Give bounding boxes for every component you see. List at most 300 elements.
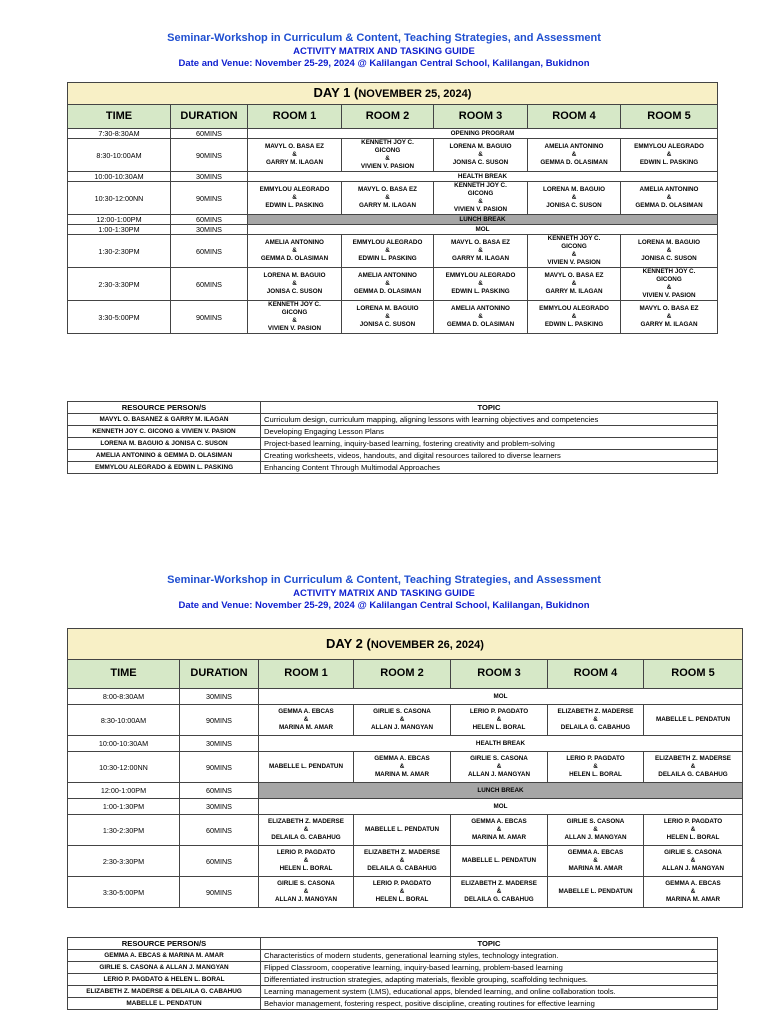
duration-cell: 90MINS	[180, 752, 259, 783]
speaker-line: LERIO P. PAGDATO	[469, 708, 529, 716]
resource-row	[68, 462, 718, 474]
speaker-line: ELIZABETH Z. MADERSE	[268, 818, 344, 826]
speaker-line: GICONG	[374, 147, 401, 155]
topic-cell: Developing Engaging Lesson Plans	[261, 426, 718, 438]
room-3-cell	[434, 268, 528, 301]
room-2-cell	[354, 752, 451, 783]
speaker-line: GIRLIE S. CASONA	[470, 755, 528, 763]
speaker-line: DELAILA G. CABAHUG	[367, 864, 437, 872]
speaker-line: JONISA C. SUSON	[452, 158, 509, 166]
speaker-line: &	[571, 251, 577, 258]
room-3-cell	[434, 301, 528, 334]
speaker-line: AMELIA ANTONINO	[358, 272, 417, 280]
room-5-cell	[621, 182, 718, 215]
room-4-cell	[548, 815, 644, 846]
schedule-row	[68, 799, 743, 815]
resource-person-cell: GIRLIE S. CASONA & ALLAN J. MANGYAN	[68, 962, 261, 974]
resource-row	[68, 438, 718, 450]
speaker-line: EMMYLOU ALEGRADO	[634, 143, 704, 151]
speaker-line: GARRY M. ILAGAN	[265, 158, 324, 166]
speaker-line: &	[666, 313, 672, 321]
page-title: Seminar-Workshop in Curriculum & Content, Teaching Strategies, and Assessment	[167, 32, 601, 44]
speaker-line: DELAILA G. CABAHUG	[464, 895, 534, 903]
speaker-line: GIRLIE S. CASONA	[566, 818, 625, 826]
speaker-line: HELEN L. BORAL	[666, 833, 720, 841]
speaker-line: &	[666, 194, 672, 202]
topic-cell: Curriculum design, curriculum mapping, aligning lessons with learning objectives and competencies	[261, 414, 718, 426]
schedule-row	[68, 182, 718, 215]
session-span-cell: LUNCH BREAK	[259, 783, 743, 799]
schedule-row	[68, 752, 743, 783]
speaker-line: MAVYL O. BASA EZ	[544, 272, 604, 280]
room-4-cell	[548, 877, 644, 908]
topic-cell: Enhancing Content Through Multimodal Approaches	[261, 462, 718, 474]
resource-row	[68, 962, 718, 974]
room-4-cell	[528, 139, 621, 172]
speaker-line: &	[385, 280, 390, 288]
col-header-room-2: ROOM 2	[354, 660, 451, 689]
resource-person-cell: EMMYLOU ALEGRADO & EDWIN L. PASKING	[68, 462, 261, 474]
speaker-line: &	[666, 284, 672, 291]
duration-cell: 30MINS	[180, 689, 259, 705]
resource-person-cell: MAVYL O. BASANEZ & GARRY M. ILAGAN	[68, 414, 261, 426]
room-2-cell	[342, 268, 434, 301]
topic-cell: Project-based learning, inquiry-based learning, fostering creativity and problem-solving	[261, 438, 718, 450]
speaker-line: &	[385, 155, 390, 162]
speaker-line: &	[690, 826, 696, 834]
speaker-line: &	[292, 317, 297, 324]
time-cell: 1:00-1:30PM	[68, 225, 171, 235]
room-4-cell	[528, 268, 621, 301]
speaker-line: LORENA M. BAGUIO	[637, 239, 701, 247]
speaker-line: &	[478, 247, 483, 255]
speaker-line: &	[478, 151, 483, 159]
col-header-room-4: ROOM 4	[548, 660, 644, 689]
day2-schedule-table	[67, 628, 743, 908]
resource-person-header: RESOURCE PERSON/S	[68, 938, 261, 950]
speaker-line: ELIZABETH Z. MADERSE	[655, 755, 731, 763]
speaker-line: JONISA C. SUSON	[641, 254, 697, 262]
page-subtitle: ACTIVITY MATRIX AND TASKING GUIDE	[293, 45, 475, 57]
speaker-line: &	[399, 716, 405, 724]
time-cell: 10:00-10:30AM	[68, 736, 180, 752]
room-4-cell	[548, 705, 644, 736]
schedule-row	[68, 815, 743, 846]
room-4-cell	[528, 301, 621, 334]
duration-cell: 60MINS	[180, 783, 259, 799]
time-cell: 10:00-10:30AM	[68, 172, 171, 182]
schedule-row	[68, 783, 743, 799]
room-5-cell	[621, 301, 718, 334]
room-5-cell	[644, 752, 743, 783]
speaker-line: HELEN L. BORAL	[569, 770, 622, 778]
room-5-cell	[644, 877, 743, 908]
speaker-line: EMMYLOU ALEGRADO	[445, 272, 516, 280]
speaker-line: EDWIN L. PASKING	[451, 287, 510, 295]
speaker-line: DELAILA G. CABAHUG	[560, 723, 631, 731]
topic-cell: Characteristics of modern students, generational learning styles, technology integration.	[261, 950, 718, 962]
time-cell: 10:30-12:00NN	[68, 752, 180, 783]
resource-row	[68, 986, 718, 998]
col-header-time: TIME	[68, 105, 171, 129]
speaker-line: EDWIN L. PASKING	[639, 158, 699, 166]
resource-person-header: RESOURCE PERSON/S	[68, 402, 261, 414]
schedule-row	[68, 215, 718, 225]
speaker-line: ELIZABETH Z. MADERSE	[557, 708, 634, 716]
schedule-row	[68, 877, 743, 908]
time-cell: 7:30-8:30AM	[68, 129, 171, 139]
time-cell: 12:00-1:00PM	[68, 215, 171, 225]
speaker-line: MARINA M. AMAR	[665, 895, 721, 903]
resource-row	[68, 426, 718, 438]
topic-cell: Behavior management, fostering respect, positive discipline, creating routines for effective learning	[261, 998, 718, 1010]
duration-cell: 60MINS	[180, 846, 259, 877]
room-3-cell	[451, 846, 548, 877]
resource-row	[68, 998, 718, 1010]
speaker-line: &	[303, 888, 309, 896]
speaker-line: &	[385, 194, 390, 202]
resource-row	[68, 450, 718, 462]
schedule-row	[68, 235, 718, 268]
speaker-line: VIVIEN V. PASION	[642, 291, 696, 299]
speaker-line: &	[571, 151, 577, 159]
speaker-line: GARRY M. ILAGAN	[358, 201, 417, 209]
speaker-line: GIRLIE S. CASONA	[277, 880, 335, 888]
speaker-line: MAVYL O. BASA EZ	[357, 186, 417, 194]
topic-cell: Differentiated instruction strategies, adapting materials, flexible grouping, scaffolding techniques.	[261, 974, 718, 986]
room-1-cell	[248, 139, 342, 172]
resource-person-cell: LORENA M. BAGUIO & JONISA C. SUSON	[68, 438, 261, 450]
speaker-line: &	[593, 763, 598, 771]
speaker-line: EMMYLOU ALEGRADO	[259, 186, 330, 194]
room-3-cell	[451, 815, 548, 846]
session-span-cell: MOL	[259, 689, 743, 705]
room-3-cell	[434, 139, 528, 172]
col-header-room-5: ROOM 5	[621, 105, 718, 129]
time-cell: 8:00-8:30AM	[68, 689, 180, 705]
speaker-line: &	[385, 313, 390, 321]
speaker-line: EMMYLOU ALEGRADO	[539, 305, 609, 313]
room-1-cell	[248, 301, 342, 334]
time-cell: 2:30-3:30PM	[68, 268, 171, 301]
speaker-line: MARINA M. AMAR	[471, 833, 527, 841]
room-1-cell	[259, 815, 354, 846]
speaker-line: MAVYL O. BASA EZ	[264, 143, 324, 151]
speaker-line: GEMMA A. EBCAS	[278, 708, 334, 716]
room-3-cell	[451, 877, 548, 908]
time-cell: 3:30-5:00PM	[68, 877, 180, 908]
col-header-room-4: ROOM 4	[528, 105, 621, 129]
room-2-cell	[342, 301, 434, 334]
speaker-line: GEMMA A. EBCAS	[665, 880, 721, 888]
room-3-cell	[451, 705, 548, 736]
session-span-cell: HEALTH BREAK	[248, 172, 718, 182]
speaker-line: GEMMA A. EBCAS	[471, 818, 527, 826]
speaker-line: DELAILA G. CABAHUG	[658, 770, 728, 778]
speaker-line: JONISA C. SUSON	[546, 201, 602, 209]
room-2-cell	[342, 139, 434, 172]
speaker-line: ELIZABETH Z. MADERSE	[461, 880, 537, 888]
room-5-cell	[621, 235, 718, 268]
speaker-line: &	[478, 198, 483, 205]
speaker-line: EDWIN L. PASKING	[358, 254, 417, 262]
speaker-line: AMELIA ANTONINO	[265, 239, 324, 247]
speaker-line: LERIO P. PAGDATO	[566, 755, 625, 763]
col-header-time: TIME	[68, 660, 180, 689]
resource-person-cell: GEMMA A. EBCAS & MARINA M. AMAR	[68, 950, 261, 962]
speaker-line: &	[571, 313, 577, 321]
schedule-row	[68, 301, 718, 334]
topic-cell: Learning management system (LMS), educational apps, blended learning, and online collaboration tools.	[261, 986, 718, 998]
speaker-line: &	[303, 857, 309, 865]
speaker-line: &	[571, 194, 577, 202]
speaker-line: &	[666, 247, 672, 255]
room-2-cell	[342, 182, 434, 215]
speaker-line: MARINA M. AMAR	[568, 864, 623, 872]
room-2-cell	[354, 815, 451, 846]
speaker-line: VIVIEN V. PASION	[453, 205, 508, 213]
session-span-cell: MOL	[248, 225, 718, 235]
room-1-cell	[248, 268, 342, 301]
duration-cell: 60MINS	[171, 129, 248, 139]
day-title: DAY 2 (NOVEMBER 26, 2024)	[68, 629, 743, 660]
room-2-cell	[354, 877, 451, 908]
speaker-line: MABELLE L. PENDATUN	[461, 857, 537, 865]
time-cell: 1:00-1:30PM	[68, 799, 180, 815]
duration-cell: 90MINS	[171, 182, 248, 215]
speaker-line: GARRY M. ILAGAN	[640, 320, 698, 328]
speaker-line: MAVYL O. BASA EZ	[450, 239, 510, 247]
speaker-line: MARINA M. AMAR	[278, 723, 334, 731]
duration-cell: 60MINS	[180, 815, 259, 846]
speaker-line: HELEN L. BORAL	[375, 895, 429, 903]
speaker-line: KENNETH JOY C.	[361, 139, 414, 147]
time-cell: 8:30-10:00AM	[68, 705, 180, 736]
day1-resource-table	[67, 401, 718, 474]
schedule-row	[68, 139, 718, 172]
speaker-line: MAVYL O. BASA EZ	[639, 305, 699, 313]
speaker-line: LORENA M. BAGUIO	[449, 143, 512, 151]
col-header-duration: DURATION	[180, 660, 259, 689]
speaker-line: VIVIEN V. PASION	[547, 258, 601, 266]
room-2-cell	[354, 846, 451, 877]
speaker-line: LORENA M. BAGUIO	[542, 186, 606, 194]
room-4-cell	[548, 752, 644, 783]
speaker-line: KENNETH JOY C.	[642, 268, 696, 276]
col-header-room-3: ROOM 3	[451, 660, 548, 689]
topic-header: TOPIC	[261, 402, 718, 414]
speaker-line: GARRY M. ILAGAN	[545, 287, 603, 295]
speaker-line: AMELIA ANTONINO	[639, 186, 699, 194]
speaker-line: HELEN L. BORAL	[279, 864, 333, 872]
speaker-line: KENNETH JOY C.	[454, 182, 507, 190]
room-5-cell	[621, 139, 718, 172]
speaker-line: JONISA C. SUSON	[266, 287, 323, 295]
resource-row	[68, 950, 718, 962]
speaker-line: ALLAN J. MANGYAN	[661, 864, 725, 872]
room-5-cell	[644, 705, 743, 736]
speaker-line: &	[593, 716, 598, 724]
speaker-line: EDWIN L. PASKING	[544, 320, 604, 328]
topic-cell: Creating worksheets, videos, handouts, and digital resources tailored to diverse learners	[261, 450, 718, 462]
room-3-cell	[451, 752, 548, 783]
col-header-room-1: ROOM 1	[259, 660, 354, 689]
speaker-line: &	[385, 247, 390, 255]
day2-resource-table	[67, 937, 718, 1010]
room-1-cell	[259, 705, 354, 736]
resource-person-cell: AMELIA ANTONINO & GEMMA D. OLASIMAN	[68, 450, 261, 462]
schedule-row	[68, 736, 743, 752]
schedule-row	[68, 225, 718, 235]
topic-cell: Flipped Classroom, cooperative learning, inquiry-based learning, problem-based learning	[261, 962, 718, 974]
room-3-cell	[434, 182, 528, 215]
room-1-cell	[259, 846, 354, 877]
speaker-line: GIRLIE S. CASONA	[373, 708, 431, 716]
speaker-line: JONISA C. SUSON	[359, 320, 416, 328]
speaker-line: &	[690, 763, 696, 771]
speaker-line: VIVIEN V. PASION	[360, 162, 415, 170]
duration-cell: 30MINS	[180, 799, 259, 815]
speaker-line: LERIO P. PAGDATO	[663, 818, 723, 826]
resource-person-cell: MABELLE L. PENDATUN	[68, 998, 261, 1010]
speaker-line: GEMMA A. EBCAS	[567, 849, 624, 857]
duration-cell: 60MINS	[171, 215, 248, 225]
room-1-cell	[259, 752, 354, 783]
speaker-line: GICONG	[561, 243, 587, 251]
speaker-line: &	[399, 888, 405, 896]
speaker-line: &	[292, 247, 297, 255]
room-1-cell	[259, 877, 354, 908]
speaker-line: GICONG	[281, 309, 308, 317]
day1-header	[0, 32, 768, 70]
col-header-room-5: ROOM 5	[644, 660, 743, 689]
resource-person-cell: KENNETH JOY C. GICONG & VIVIEN V. PASION	[68, 426, 261, 438]
speaker-line: DELAILA G. CABAHUG	[271, 833, 341, 841]
speaker-line: AMELIA ANTONINO	[451, 305, 510, 313]
speaker-line: GIRLIE S. CASONA	[664, 849, 722, 857]
duration-cell: 30MINS	[171, 225, 248, 235]
speaker-line: GEMMA D. OLASIMAN	[446, 320, 515, 328]
speaker-line: &	[571, 280, 577, 288]
time-cell: 12:00-1:00PM	[68, 783, 180, 799]
resource-person-cell: LERIO P. PAGDATO & HELEN L. BORAL	[68, 974, 261, 986]
room-1-cell	[248, 182, 342, 215]
session-span-cell: MOL	[259, 799, 743, 815]
time-cell: 3:30-5:00PM	[68, 301, 171, 334]
duration-cell: 90MINS	[171, 139, 248, 172]
speaker-line: LORENA M. BAGUIO	[356, 305, 419, 313]
speaker-line: GEMMA D. OLASIMAN	[635, 201, 703, 209]
speaker-line: GEMMA D. OLASIMAN	[353, 287, 422, 295]
speaker-line: &	[690, 857, 696, 865]
resource-person-cell: ELIZABETH Z. MADERSE & DELAILA G. CABAHUG	[68, 986, 261, 998]
session-span-cell: LUNCH BREAK	[248, 215, 718, 225]
schedule-row	[68, 268, 718, 301]
speaker-line: &	[478, 280, 483, 288]
room-2-cell	[354, 705, 451, 736]
speaker-line: LERIO P. PAGDATO	[372, 880, 432, 888]
speaker-line: &	[478, 313, 483, 321]
day1-schedule-table	[67, 82, 718, 334]
speaker-line: VIVIEN V. PASION	[267, 324, 322, 332]
session-span-cell: HEALTH BREAK	[259, 736, 743, 752]
speaker-line: MABELLE L. PENDATUN	[364, 826, 440, 834]
duration-cell: 60MINS	[171, 268, 248, 301]
speaker-line: ALLAN J. MANGYAN	[564, 833, 627, 841]
speaker-line: &	[496, 888, 502, 896]
schedule-row	[68, 689, 743, 705]
speaker-line: &	[292, 151, 297, 159]
speaker-line: HELEN L. BORAL	[472, 723, 526, 731]
room-4-cell	[548, 846, 644, 877]
col-header-room-2: ROOM 2	[342, 105, 434, 129]
speaker-line: &	[399, 763, 405, 771]
session-span-cell: OPENING PROGRAM	[248, 129, 718, 139]
speaker-line: ALLAN J. MANGYAN	[274, 895, 338, 903]
speaker-line: GICONG	[467, 190, 494, 198]
speaker-line: ELIZABETH Z. MADERSE	[364, 849, 440, 857]
speaker-line: GEMMA D. OLASIMAN	[540, 158, 608, 166]
speaker-line: GEMMA A. EBCAS	[374, 755, 430, 763]
speaker-line: &	[496, 763, 502, 771]
col-header-room-3: ROOM 3	[434, 105, 528, 129]
speaker-line: &	[496, 716, 502, 724]
speaker-line: KENNETH JOY C.	[547, 235, 601, 243]
room-5-cell	[644, 846, 743, 877]
duration-cell: 30MINS	[180, 736, 259, 752]
room-4-cell	[528, 235, 621, 268]
speaker-line: &	[593, 826, 598, 834]
duration-cell: 60MINS	[171, 235, 248, 268]
time-cell: 10:30-12:00NN	[68, 182, 171, 215]
resource-row	[68, 414, 718, 426]
duration-cell: 30MINS	[171, 172, 248, 182]
speaker-line: LORENA M. BAGUIO	[263, 272, 326, 280]
topic-header: TOPIC	[261, 938, 718, 950]
time-cell: 8:30-10:00AM	[68, 139, 171, 172]
speaker-line: MABELLE L. PENDATUN	[558, 888, 633, 896]
day-title: DAY 1 (NOVEMBER 25, 2024)	[68, 83, 718, 105]
room-4-cell	[528, 182, 621, 215]
time-cell: 2:30-3:30PM	[68, 846, 180, 877]
speaker-line: AMELIA ANTONINO	[544, 143, 604, 151]
schedule-row	[68, 172, 718, 182]
speaker-line: ALLAN J. MANGYAN	[370, 723, 434, 731]
col-header-duration: DURATION	[171, 105, 248, 129]
speaker-line: MABELLE L. PENDATUN	[655, 716, 731, 724]
speaker-line: ALLAN J. MANGYAN	[467, 770, 531, 778]
speaker-line: &	[399, 857, 405, 865]
col-header-room-1: ROOM 1	[248, 105, 342, 129]
venue-line: Date and Venue: November 25-29, 2024 @ Kalilangan Central School, Kalilangan, Bukidnon	[178, 599, 590, 611]
speaker-line: &	[292, 194, 297, 202]
speaker-line: MABELLE L. PENDATUN	[268, 763, 344, 771]
time-cell: 1:30-2:30PM	[68, 235, 171, 268]
speaker-line: MARINA M. AMAR	[374, 770, 430, 778]
room-5-cell	[621, 268, 718, 301]
speaker-line: GARRY M. ILAGAN	[451, 254, 510, 262]
schedule-row	[68, 129, 718, 139]
speaker-line: &	[303, 826, 309, 834]
venue-line: Date and Venue: November 25-29, 2024 @ Kalilangan Central School, Kalilangan, Bukidnon	[178, 57, 590, 69]
speaker-line: &	[666, 151, 672, 159]
speaker-line: &	[690, 888, 696, 896]
duration-cell: 90MINS	[180, 705, 259, 736]
time-cell: 1:30-2:30PM	[68, 815, 180, 846]
speaker-line: KENNETH JOY C.	[268, 301, 321, 309]
speaker-line: LERIO P. PAGDATO	[276, 849, 336, 857]
room-2-cell	[342, 235, 434, 268]
